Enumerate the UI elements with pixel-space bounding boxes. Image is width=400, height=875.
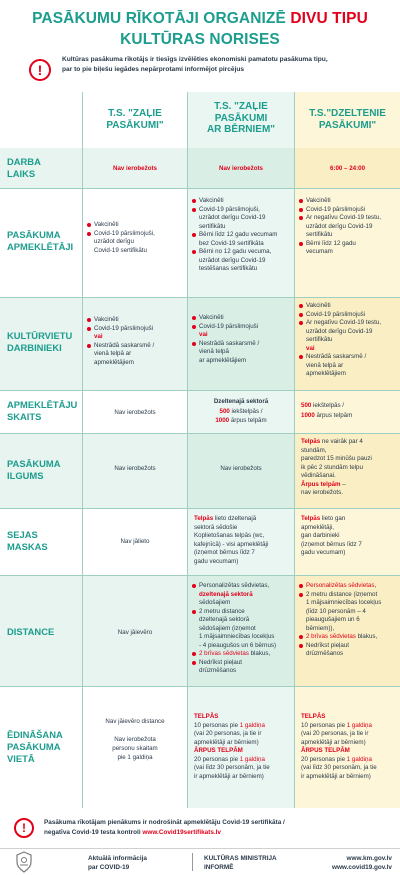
list-item: 2 brīvas sēdvietas blakus, [298,633,398,642]
header-green-events-children: T.S. "ZAĻIE PASĀKUMI AR BĒRNIEM" [187,92,294,148]
row-label-visitor-count: APMEKLĒTĀJU SKAITS [7,399,78,422]
exclamation-icon: ! [29,59,51,81]
footer-links [310,854,392,872]
table-row: ĒDINĀŠANA PASĀKUMA VIETĀ Nav jāievēro distance Nav ierobežota personu skaitam pie 1 galdiņa TELPĀS 10 personas pie 1 galdiņa (vai 20 personas, ja tie ir apmeklētāji ar bērniem) ĀRPUS TELPĀM 20 personas pie 1 galdiņa (vai līdz 30 personām, ja tie ir apmeklētāji ar bērniem) TELPĀS 10 personas pie 1 galdiņa (vai 20 personas, ja tie ir apmeklētāji ar bērniem) ĀRPUS TELPĀM 20 personas pie 1 galdiņa (vai līdz 30 personām, ja tie ir apmeklētāji ar bērniem) [0,687,400,808]
row-label-working-hours: DARBA LAIKS [7,156,41,179]
list-item: Covid-19 pārslimojuši [298,206,398,215]
list-item: Nestrādā saskarsmē / vienā telpā ar apmeklētājiem [298,353,398,379]
list-item: Covid-19 pārslimojuši, uzrādot derīgu Covid-19 sertifikātu [86,230,185,256]
list-item: 2 metru distance dzeltenajā sektorā sēdošajiem (izņemot 1 mājsaimniecības locekļus - 4 pieaugušos un 6 bērnus) [191,608,292,651]
title-part1: PASĀKUMU RĪKOTĀJI ORGANIZĒ [32,10,291,27]
list-item: Covid-19 pārslimojuši [298,311,398,320]
table-row: APMEKLĒTĀJU SKAITS Nav ierobežots Dzeltenajā sektorā 500 iekštelpās / 1000 ārpus telpām 500 iekštelpās / 1000 ārpus telpām [0,391,400,433]
row-label-staff: KULTŪRVIETU DARBINIEKI [7,330,73,353]
list-item: Vakcinēti [298,197,398,206]
table-row: SEJAS MASKAS Nav jālieto Telpās lieto dzeltenajā sektorā sēdošie Koplietošanas telpās (wc, kafejnīcā) - visi apmeklētāji (izņemot bērnus līdz 7 gadu vecumam) Telpās lieto gan apmeklētāji, gan darbinieki (izņemot bērnus līdz 7 gadu vecumam) [0,509,400,575]
list-item: Vakcinēti [191,314,292,323]
title-highlight: DIVU TIPU [290,10,368,27]
row-label-duration: PASĀKUMA ILGUMS [7,458,61,481]
exclamation-icon: ! [14,818,34,838]
table-row: DISTANCE Nav jāievēro Personalizētas sēdvietas, dzeltenajā sektorā sēdošajiem 2 metru distance dzeltenajā sektorā sēdošajiem (izņemot 1 mājsaimniecības locekļus - 4 pieaugušos un 6 bērnus) 2 brīvas sēdvietas blakus, Nedrīkst pieļaut drūzmēšanos Personalizētas sēdvietas, 2 metru distance (izņemot 1 mājsaimniecības locekļus (līdz 10 personām – 4 pieaugušajiem un 6 bērniem)), 2 brīvas sēdvietas blakus, Nedrīkst pieļaut drūzmēšanos [0,576,400,686]
list-item: 2 metru distance (izņemot 1 mājsaimniecības locekļus (līdz 10 personām – 4 pieaugušajiem un 6 bērniem)), [298,591,398,634]
certificate-note: ! Pasākuma rīkotājam pienākums ir nodrošināt apmeklētāju Covid-19 sertifikāta / negatīva Covid-19 testa kontroli www.Covid19sertifikats.lv [0,812,400,846]
certificate-link[interactable]: www.Covid19sertifikats.lv [142,829,221,836]
list-item: 2 brīvas sēdvietas blakus, [191,650,292,659]
list-item: Nedrīkst pieļaut drūzmēšanos [298,642,398,659]
covid19-link[interactable]: www.covid19.gov.lv [331,864,392,871]
table-row: KULTŪRVIETU DARBINIEKI Vakcinēti Covid-19 pārslimojuši vai Nestrādā saskarsmē / vienā telpā ar apmeklētājiem Vakcinēti Covid-19 pārslimojuši vai Nestrādā saskarsmē / vienā telpā ar apmeklētājiem Vakcinēti Covid-19 pārslimojuši Ar negatīvu Covid-19 testu, uzrādot derīgu Covid-19 sertifikātu vai Nestrādā saskarsmē / vienā telpā ar apmeklētājiem [0,298,400,390]
list-item: Covid-19 pārslimojuši, uzrādot derīgu Covid-19 sertifikātu [191,206,292,232]
row-label-distance: DISTANCE [7,626,55,637]
row-label-catering: ĒDINĀŠANA PASĀKUMA VIETĀ [7,729,63,764]
list-item: Vakcinēti [191,197,292,206]
list-item: Personalizētas sēdvietas, dzeltenajā sektorā sēdošajiem [191,582,292,608]
table-header [0,92,400,148]
km-link[interactable]: www.km.gov.lv [346,855,392,862]
rules-table [0,92,400,808]
list-item: Ar negatīvu Covid-19 testu, uzrādot derīgu Covid-19 sertifikātu [298,214,398,240]
coat-of-arms-icon [14,851,34,873]
intro-note [0,52,400,90]
list-item: Vakcinēti [86,316,185,325]
table-row: DARBA LAIKS Nav ierobežots Nav ierobežots 6:00 – 24:00 [0,148,400,188]
list-item: Bērni no 12 gadu vecuma, uzrādot derīgu Covid-19 testēšanas sertifikātu [191,248,292,274]
covid-info-label: Aktuālā informācija par COVID-19 [88,855,147,871]
page-title [0,0,400,50]
header-yellow-events: T.S."DZELTENIE PASĀKUMI" [294,92,400,148]
title-part3: KULTŪRAS NORISES [120,31,280,48]
table-row [0,189,400,297]
list-item: Covid-19 pārslimojuši [86,325,185,334]
list-item: Nedrīkst pieļaut drūzmēšanos [191,659,292,676]
footer [0,848,400,875]
row-label-visitors: PASĀKUMA APMEKLĒTĀJI [7,229,74,252]
header-green-events: T.S. "ZAĻIE PASĀKUMI" [82,92,187,148]
list-item: Vakcinēti [86,221,185,230]
list-item: Nestrādā saskarsmē / vienā telpā ar apmeklētājiem [191,340,292,366]
list-item: Personalizētas sēdvietas, [298,582,398,591]
list-item: Bērni līdz 12 gadu vecumam [298,240,398,257]
intro-text: Kultūras pasākuma rīkotājs ir tiesīgs izvēlēties ekonomiski pamatotu pasākuma tipu, par to pie biļešu iegādes nepārprotami informējot pircējus [62,56,328,73]
row-label-masks: SEJAS MASKAS [7,529,48,552]
ministry-label: KULTŪRAS MINISTRIJA INFORMĒ [204,855,277,871]
list-item: Vakcinēti [298,302,398,311]
table-row: PASĀKUMA ILGUMS Nav ierobežots Nav ierobežots Telpās ne vairāk par 4 stundām, paredzot 15 minūšu pauzi ik pēc 2 stundām telpu vēdināšanai. Ārpus telpām – nav ierobežots. [0,434,400,508]
list-item: Covid-19 pārslimojuši [191,323,292,332]
list-item: Ar negatīvu Covid-19 testu, uzrādot derīgu Covid-19 sertifikātu [298,319,398,345]
list-item: Nestrādā saskarsmē / vienā telpā ar apmeklētājiem [86,342,185,368]
list-item: Bērni līdz 12 gadu vecumam bez Covid-19 sertifikāta [191,231,292,248]
